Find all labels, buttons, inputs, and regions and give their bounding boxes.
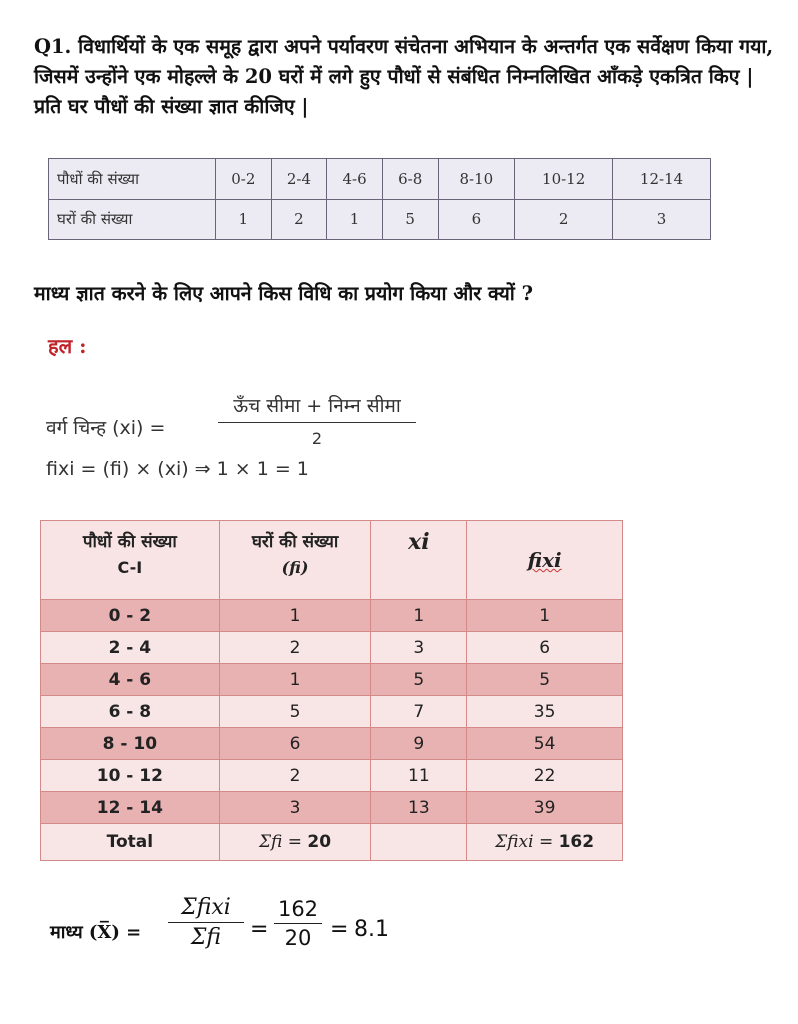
col-header-xi <box>371 521 467 600</box>
cell-xi: 7 <box>371 696 467 728</box>
cell-ci: 2 - 4 <box>41 632 220 664</box>
cell-fi: 2 <box>219 632 371 664</box>
table-row <box>49 199 711 240</box>
table-row <box>49 159 711 200</box>
table-row <box>41 600 623 632</box>
frequency-cell: 1 <box>327 199 383 240</box>
sum-fixi-value: 162 <box>558 832 595 852</box>
table-row <box>41 632 623 664</box>
frequency-cell: 5 <box>382 199 438 240</box>
interval-cell: 2-4 <box>271 159 327 200</box>
mean-value-numerator: 162 <box>277 897 319 921</box>
table-row <box>41 728 623 760</box>
col-header-fixi <box>467 521 623 600</box>
table-row <box>41 760 623 792</box>
cell-fi: 3 <box>219 792 371 824</box>
table-total-row <box>41 824 623 861</box>
sum-fi-cell <box>219 824 371 861</box>
cell-fixi: 5 <box>467 664 623 696</box>
sum-fi-label: Σfi = <box>259 832 303 852</box>
cell-ci: 6 - 8 <box>41 696 220 728</box>
equals-sign: = <box>250 917 269 942</box>
interval-cell: 6-8 <box>382 159 438 200</box>
mean-value-fraction <box>274 897 322 950</box>
fraction-numerator: ऊँच सीमा + निम्न सीमा <box>233 395 401 417</box>
cell-xi: 11 <box>371 760 467 792</box>
frequency-cell: 3 <box>613 199 711 240</box>
fraction-denominator: 2 <box>311 429 323 448</box>
col-header-fixi-label: fixi <box>527 548 562 572</box>
cell-ci: 4 - 6 <box>41 664 220 696</box>
cell-fi: 1 <box>219 664 371 696</box>
frequency-cell: 2 <box>271 199 327 240</box>
sum-fixi-label: Σfixi = <box>495 832 554 852</box>
cell-fixi: 1 <box>467 600 623 632</box>
interval-cell: 4-6 <box>327 159 383 200</box>
total-label: Total <box>41 824 220 861</box>
cell-ci: 10 - 12 <box>41 760 220 792</box>
row-label-plants: पौधों की संख्या <box>49 159 216 200</box>
cell-xi: 3 <box>371 632 467 664</box>
class-mark-label: वर्ग चिन्ह (xi) = <box>46 417 166 439</box>
question-text: Q1. विधार्थियों के एक समूह द्वारा अपने पर्यावरण संचेतना अभियान के अन्तर्गत एक सर्वेक्षण किया गया, जिसमें उन्होंने एक मोहल्ले के 20 घरों में लगे हुए पौधों से संबंधित निम्नलिखित आँकड़े एकत्रित किए | प्रति घर पौधों की संख्या ज्ञात कीजिए | <box>34 35 774 118</box>
interval-cell: 12-14 <box>613 159 711 200</box>
cell-xi: 13 <box>371 792 467 824</box>
table-header-row <box>41 521 623 600</box>
cell-xi: 5 <box>371 664 467 696</box>
mean-formula <box>50 893 450 973</box>
sum-fi-value: 20 <box>307 832 332 852</box>
cell-fi: 6 <box>219 728 371 760</box>
col-header-ci-sub: C-I <box>117 558 143 577</box>
cell-fixi: 22 <box>467 760 623 792</box>
cell-xi: 9 <box>371 728 467 760</box>
cell-ci: 0 - 2 <box>41 600 220 632</box>
frequency-cell: 2 <box>515 199 613 240</box>
col-header-ci-title: पौधों की संख्या <box>82 532 177 552</box>
mean-symbol-numerator: Σfixi <box>181 895 231 920</box>
interval-cell: 8-10 <box>438 159 515 200</box>
interval-cell: 0-2 <box>216 159 272 200</box>
mean-symbol-denominator: Σfi <box>190 925 222 950</box>
row-label-houses: घरों की संख्या <box>49 199 216 240</box>
interval-cell: 10-12 <box>515 159 613 200</box>
mean-result: 8.1 <box>354 917 389 942</box>
cell-fixi: 54 <box>467 728 623 760</box>
given-data-table <box>48 158 711 240</box>
mean-symbol-fraction <box>168 895 244 950</box>
table-row <box>41 696 623 728</box>
cell-fixi: 6 <box>467 632 623 664</box>
cell-fi: 5 <box>219 696 371 728</box>
fixi-formula: fixi = (fi) × (xi) ⇒ 1 × 1 = 1 <box>46 458 309 480</box>
cell-ci: 12 - 14 <box>41 792 220 824</box>
solution-heading: हल : <box>48 334 87 358</box>
class-mark-fraction <box>218 392 416 448</box>
col-header-fi <box>219 521 371 600</box>
cell-fixi: 39 <box>467 792 623 824</box>
frequency-cell: 1 <box>216 199 272 240</box>
cell-fi: 1 <box>219 600 371 632</box>
solution-table <box>40 520 623 861</box>
cell-fixi: 35 <box>467 696 623 728</box>
table-row <box>41 792 623 824</box>
col-header-fi-title: घरों की संख्या <box>251 532 339 552</box>
col-header-xi-label: xi <box>408 529 430 555</box>
cell-xi: 1 <box>371 600 467 632</box>
frequency-cell: 6 <box>438 199 515 240</box>
col-header-ci <box>41 521 220 600</box>
mean-label: माध्य (X̅) = <box>50 922 142 943</box>
mean-value-denominator: 20 <box>284 926 312 950</box>
table-row <box>41 664 623 696</box>
equals-sign: = <box>330 917 349 942</box>
col-header-fi-sub: (fi) <box>281 558 309 577</box>
empty-cell <box>371 824 467 861</box>
sub-question: माध्य ज्ञात करने के लिए आपने किस विधि का प्रयोग किया और क्यों ? <box>34 282 534 305</box>
cell-ci: 8 - 10 <box>41 728 220 760</box>
sum-fixi-cell <box>467 824 623 861</box>
cell-fi: 2 <box>219 760 371 792</box>
